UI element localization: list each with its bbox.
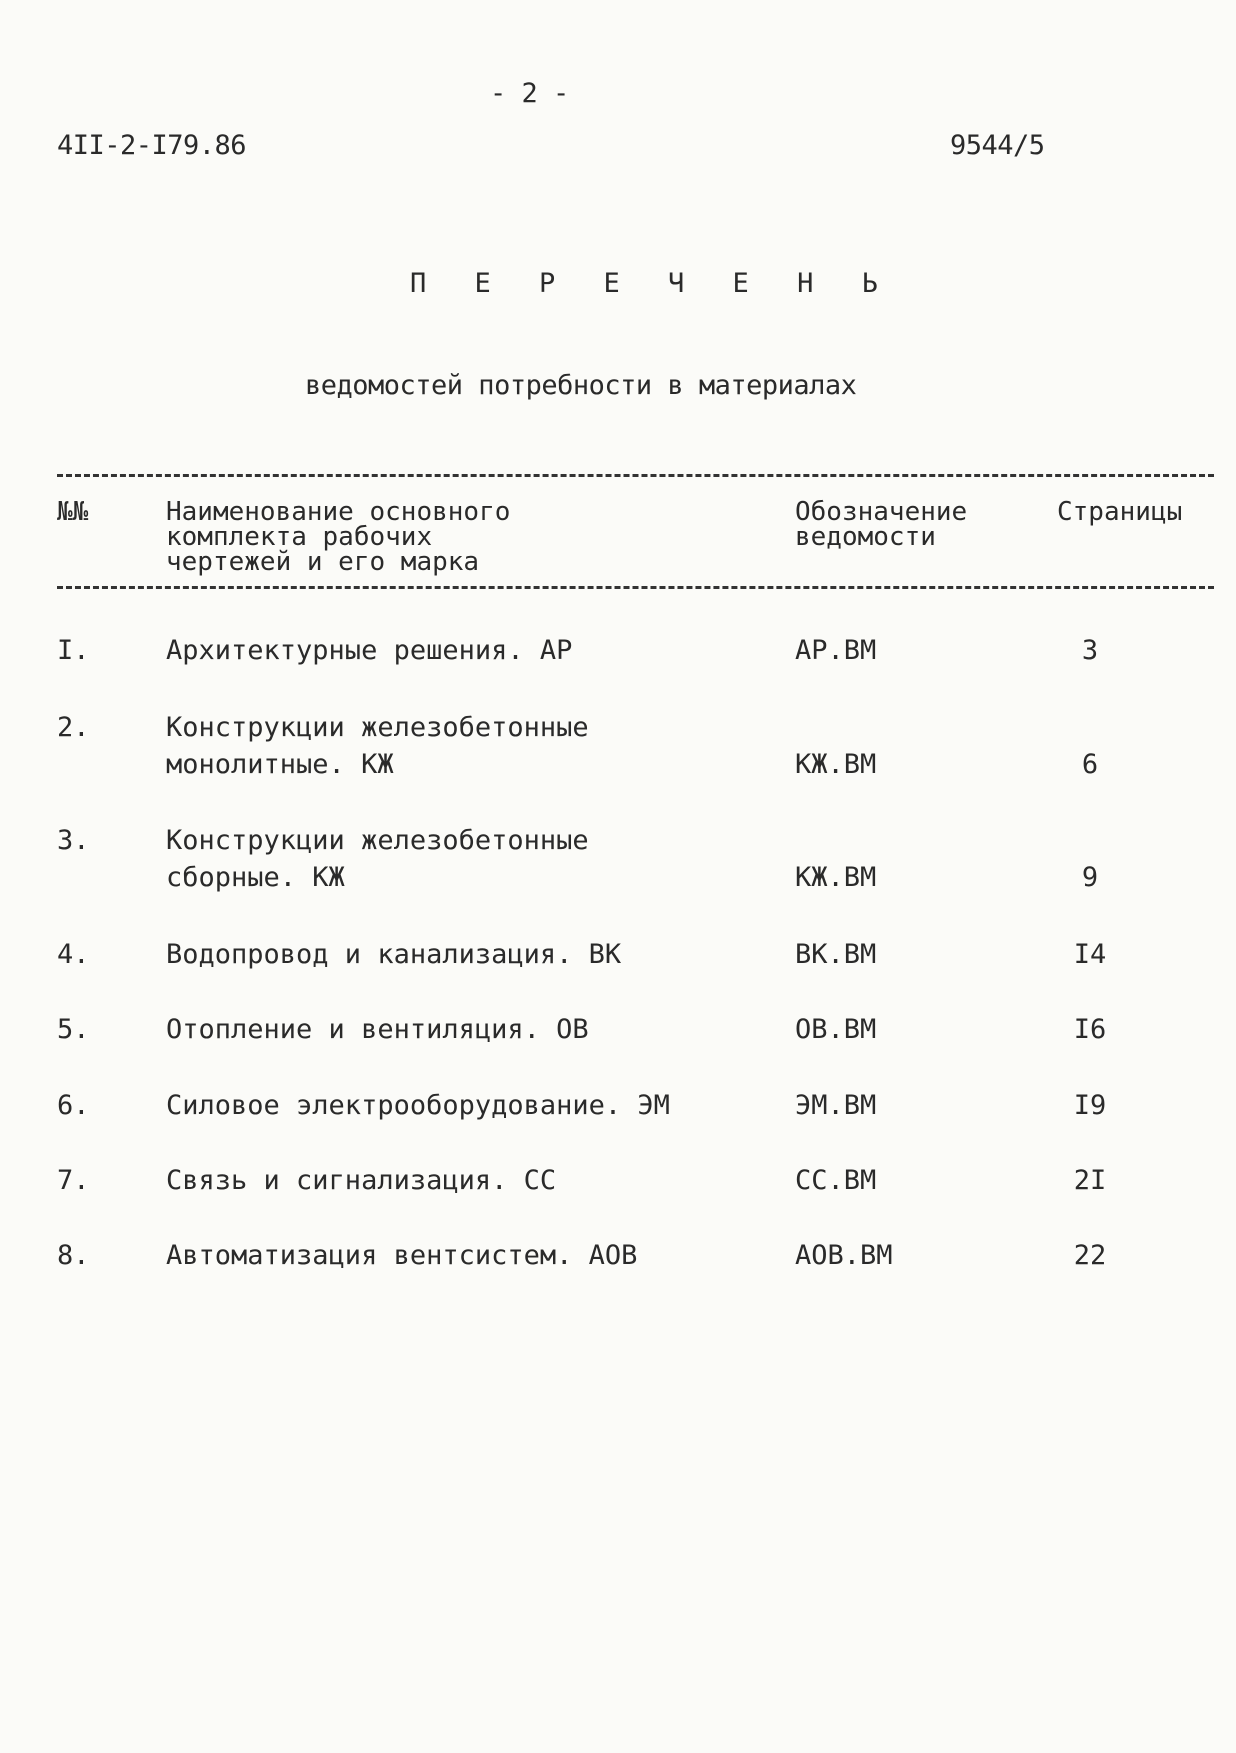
column-header-pages: Страницы xyxy=(1057,497,1183,527)
row-number: 6. xyxy=(57,1090,90,1121)
column-header-designation xyxy=(795,497,968,552)
column-header-number: №№ xyxy=(57,497,89,527)
row-designation: КЖ.ВМ xyxy=(795,749,877,780)
row-pages: 9 xyxy=(1081,862,1099,893)
row-number: 4. xyxy=(57,939,90,970)
page-number: - 2 - xyxy=(490,78,569,109)
row-name xyxy=(166,1162,556,1199)
row-name xyxy=(166,709,589,783)
row-name xyxy=(166,822,589,896)
row-name-line: Архитектурные решения. АР xyxy=(166,635,573,666)
row-number: 7. xyxy=(57,1165,90,1196)
row-number: I. xyxy=(57,635,90,666)
page-subtitle: ведомостей потребности в материалах xyxy=(305,370,857,401)
row-number: 3. xyxy=(57,825,90,856)
row-pages: I4 xyxy=(1073,939,1107,970)
row-number: 5. xyxy=(57,1014,90,1045)
table-header-divider xyxy=(57,586,1214,589)
row-pages: 6 xyxy=(1081,749,1099,780)
row-name-line: Силовое электрооборудование. ЭМ xyxy=(166,1090,670,1121)
row-name-line: монолитные. КЖ xyxy=(166,749,394,780)
row-designation: ВК.ВМ xyxy=(795,939,877,970)
row-name xyxy=(166,936,621,973)
row-name-line: Конструкции железобетонные xyxy=(166,825,589,856)
row-name-line: сборные. КЖ xyxy=(166,862,345,893)
row-name-line: Связь и сигнализация. СС xyxy=(166,1165,557,1196)
row-designation: ОВ.ВМ xyxy=(795,1014,877,1045)
row-number: 2. xyxy=(57,712,90,743)
document-code: 4II-2-I79.86 xyxy=(57,130,247,161)
row-name-line: Конструкции железобетонные xyxy=(166,712,589,743)
row-designation: АОВ.ВМ xyxy=(795,1240,893,1271)
row-name xyxy=(166,1087,670,1124)
row-pages: 3 xyxy=(1081,635,1099,666)
row-name-line: Водопровод и канализация. ВК xyxy=(166,939,622,970)
column-header-name-line: чертежей и его марка xyxy=(166,547,480,577)
row-designation: ЭМ.ВМ xyxy=(795,1090,877,1121)
table-top-divider xyxy=(57,474,1214,477)
row-pages: 22 xyxy=(1073,1240,1107,1271)
column-header-designation-line: ведомости xyxy=(795,522,936,552)
document-number: 9544/5 xyxy=(950,130,1045,161)
column-header-name-line: комплекта рабочих xyxy=(166,522,433,552)
column-header-name xyxy=(166,497,511,577)
row-pages: I9 xyxy=(1073,1090,1107,1121)
row-designation: АР.ВМ xyxy=(795,635,877,666)
row-pages: I6 xyxy=(1073,1014,1107,1045)
row-pages: 2I xyxy=(1073,1165,1107,1196)
column-header-name-line: Наименование основного xyxy=(166,497,511,527)
column-header-designation-line: Обозначение xyxy=(795,497,968,527)
row-name xyxy=(166,1237,637,1274)
row-designation: СС.ВМ xyxy=(795,1165,877,1196)
row-name xyxy=(166,1011,589,1048)
row-name-line: Отопление и вентиляция. ОВ xyxy=(166,1014,589,1045)
row-number: 8. xyxy=(57,1240,90,1271)
row-name-line: Автоматизация вентсистем. АОВ xyxy=(166,1240,638,1271)
row-name xyxy=(166,632,572,669)
row-designation: КЖ.ВМ xyxy=(795,862,877,893)
page-title: П Е Р Е Ч Е Н Ь xyxy=(410,268,894,299)
